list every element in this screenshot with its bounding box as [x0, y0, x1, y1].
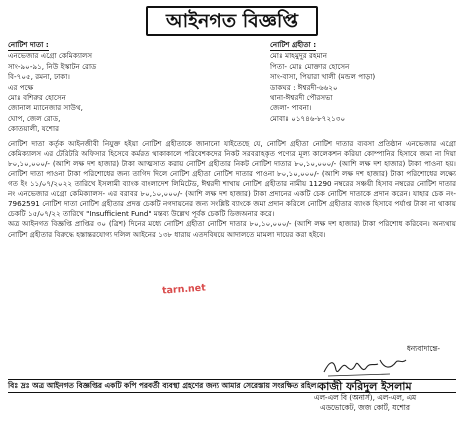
body-paragraph: অত্র আইনগত বিজ্ঞপ্তি প্রাপ্তির ৩০ (ত্রিশ) দিনের মধ্যে নোটিশ গ্রহীতা নোটিশ দাতার ৮০,১০,০০০/- (আশি লক্ষ দশ হাজার) টাকা পরিশোধ করিবেন। অন্যথায় নোটিশ গ্রহীতার বিরুদ্ধে হস্তান্তরযোগ্য দলিল আইনের ১৩৮ ধারায় এতদবিষয়ে আদালতে মামলা দায়ের করা হইবে। [8, 219, 456, 239]
signature-block [280, 344, 450, 413]
watermark-text: tarn.net [161, 282, 207, 297]
lawyer-degree: এল-এল বি (অনার্স), এল-এল, এম [313, 393, 417, 402]
title-area [8, 6, 456, 36]
receiver-line: জেলা- পাবনা। [270, 103, 312, 113]
sender-line: ঘোপ, জেল রোড, [8, 113, 61, 123]
receiver-line: মোঃ মাহমুদুর রহমান [270, 51, 328, 61]
notice-title: আইনগত বিজ্ঞপ্তি [146, 6, 318, 36]
sender-line: সাং-৯০-৯১, নিউ ইস্কাটন রোড [8, 61, 97, 71]
receiver-heading: নোটিশ গ্রহীতা : [270, 40, 316, 51]
receiver-line: মোবাঃ ০১৭৪৬-৮৭২১৩০ [270, 113, 346, 123]
signature-image [280, 354, 450, 380]
receiver-line: পিতা- মোঃ মোক্তার হোসেন [270, 61, 350, 71]
sender-line: কোতয়ালী, যশোর [8, 124, 60, 134]
sender-line: বি-৭০৫, রমনা, ঢাকা। [8, 72, 70, 82]
sender-line: মোঃ বশিরুর হোসেন [8, 93, 66, 103]
sender-line: এনভেজার এগ্রো কেমিক্যালস [8, 51, 93, 61]
body-paragraph: নোটিশ দাতা কর্তৃক আইনজীবী নিযুক্ত হইয়া নোটিশ গ্রহীতাকে জানানো যাইতেছে যে, নোটিশ গ্রহীতা নোটিশ দাতার ব্যবসা প্রতিষ্ঠান এনভেজার এগ্রো কেমিক্যালস এর টেরিটরি অফিসার হিসেবে কর্মরত থাকাকালে পরিবেশকদের নিকট সরবরাহকৃত পণ্যের মূল্য কালেকশন করিয়া কোম্পানির হিসাবে জমা না দিয়া ৮০,১০,০০০/- (আশি লক্ষ দশ হাজার) টাকা আত্মসাত করায় নোটিশ গ্রহীতার নিকট নোটিশ দাতার ৮০,১০,০০০/- (আশি লক্ষ দশ হাজার) টাকা পাওনা হয়। নোটিশ দাতা পাওনা টাকা পরিশোধের জন্য তাগিদ দিলে নোটিশ গ্রহীতা নোটিশ দাতার পাওনা ৮০,১০,০০০/- (আশি লক্ষ দশ হাজার) টাকা পরিশোধের লক্ষ্যে গত ইং ১১/০৭/২০২২ তারিখে ইসলামী ব্যাংক বাংলাদেশ লিমিটেড, ঈশ্বরদী শাখায় নোটিশ গ্রহীতার নামীয় 11290 নম্বরের সঞ্চয়ী হিসাব নম্বরের নোটিশ দাতার নং এনভেজার এগ্রো কেমিক্যালস- এর বরাবর ৮০,১০,০০০/- (আশি লক্ষ দশ হাজার) টাকা প্রদানের একটি চেক নোটিশ দাতাকে প্রদান করেন। যাহার চেক নং- 7962591 নোটিশ দাতা নোটিশ গ্রহীতার প্রদত্ত চেকটি নগদায়নের জন্য সংশ্লিষ্ট ব্যাংকে জমা প্রদান করিলে নোটিশ গ্রহীতার ব্যাংক হিসাবে পর্যাপ্ত টাকা না থাকায় চেকটি ১৫/০৭/২২ তারিখে "Insufficient Fund" মন্তব্য উল্লেখ পূর্বক চেকটি ডিজঅনার করে। [8, 138, 456, 219]
notice-body [8, 139, 456, 377]
footnote: বিঃ দ্রঃ অত্র আইনগত বিজ্ঞপ্তির একটি কপি পরবর্তী ব্যবস্থা গ্রহণের জন্য আমার সেরেস্তায় সংরক্ষিত রহিল। [8, 379, 456, 393]
sender-block [8, 40, 198, 135]
sender-line: এর পক্ষে [8, 82, 34, 92]
parties-section [8, 40, 456, 135]
sender-heading: নোটিশ দাতা : [8, 40, 49, 51]
sender-line: জোনাল ম্যানেজার সাউথ, [8, 103, 83, 113]
closing-thanks: ধন্যবাদান্তে- [406, 344, 440, 353]
receiver-block [270, 40, 448, 135]
lawyer-name: কাজী ফরিদুল ইসলাম [318, 380, 412, 393]
receiver-line: সাং-বাসা, পিয়ারা খালী (মন্ডল পাড়া) [270, 72, 376, 82]
receiver-line: থানা-ঈশ্বরদী পৌরসভা [270, 93, 333, 103]
receiver-line: ডাকঘর : ঈশ্বরদী-৬৬২০ [270, 82, 338, 92]
lawyer-role: এডভোকেট, জজ কোর্ট, যশোর [320, 403, 410, 412]
handwritten-signature-icon [320, 354, 410, 380]
